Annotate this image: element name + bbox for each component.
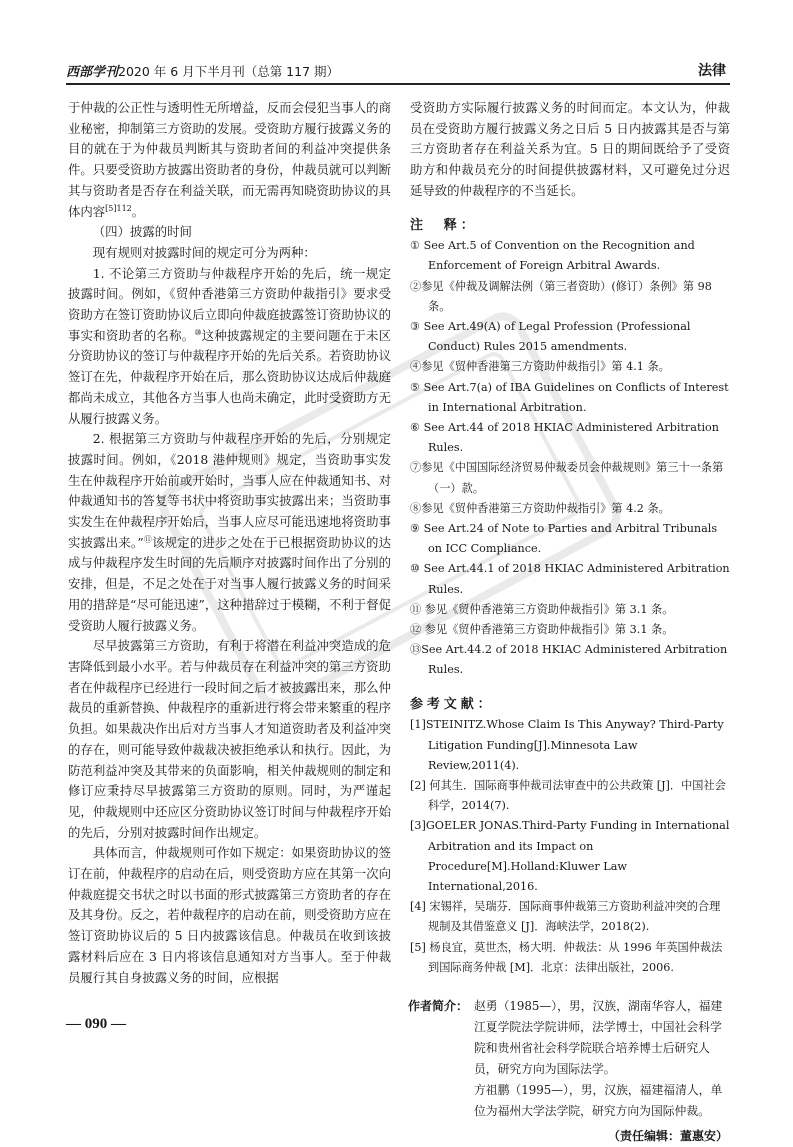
paragraph: 受资助方实际履行披露义务的时间而定。本文认为，仲裁员在受资助方履行披露义务之日后 5 日内披露其是否与第三方资助者存在利益关系为宜。5 日的期间既给予了受资助方和仲裁员充分的时间提供披露材料，又可避免过分迟延导致的仲裁程序的不当延长。 <box>410 100 730 198</box>
note-item: ④参见《贸仲香港第三方资助仲裁指引》第 4.1 条。 <box>410 360 670 374</box>
reference-item: [1]STEINITZ.Whose Claim Is This Anyway? Third-Party Litigation Funding[J].Minnesota Law Review,2011(4). <box>410 718 724 772</box>
paragraph: 2. 根据第三方资助与仲裁程序开始的先后，分别规定披露时间。例如，《2018 港仲规则》规定，当资助事实发生在仲裁程序开始前或开始时，当事人应在仲裁通知书、对仲裁通知书的答复等书状中将资助事实披露出来；当资助事实发生在仲裁程序开始后，当事人应尽可能迅速地将资助事实披露出来。”⑪该规定的进步之处在于已根据资助协议的达成与仲裁程序发生时间的先后顺序对披露时间作出了分别的安排，但是，不足之处在于对当事人履行披露义务的时间采用的措辞是“尽可能迅速”，这种措辞过于模糊，不利于督促受资助人履行披露义务。 <box>68 431 392 633</box>
reference-item: [2] 何其生．国际商事仲裁司法审查中的公共政策 [J]．中国社会科学，2014(7). <box>410 779 726 813</box>
author-label: 作者简介： <box>408 999 469 1014</box>
note-item: ⑧参见《贸仲香港第三方资助仲裁指引》第 4.2 条。 <box>410 501 670 515</box>
author-intro <box>410 996 730 1147</box>
author-text <box>474 996 730 1122</box>
left-column <box>68 98 391 988</box>
paragraph: 尽早披露第三方资助，有利于将潜在利益冲突造成的危害降低到最小水平。若与仲裁员存在利益冲突的第三方资助者在仲裁程序已经进行一段时间之后才被披露出来，那么仲裁员的重新替换、仲裁程序的重新进行将会带来繁重的程序负担。如果裁决作出后对方当事人才知道资助者及利益冲突的存在，则可能导致仲裁裁决被拒绝承认和执行。因此，为防范利益冲突及其带来的负面影响，相关仲裁规则的制定和修订应秉持尽早披露第三方资助的原则。同时，为严谨起见，仲裁规则中还应区分资助协议签订时间与仲裁程序开始的先后，分别对披露时间作出规定。 <box>68 638 391 840</box>
header-rule <box>66 83 730 85</box>
note-item: ⑬See Art.44.2 of 2018 HKIAC Administered Arbitration Rules. <box>410 643 728 677</box>
page-number: — 090 — <box>66 1016 126 1032</box>
notes-list <box>410 236 730 680</box>
note-item: ① See Art.5 of Convention on the Recognition and Enforcement of Foreign Arbitral Awards. <box>410 239 695 273</box>
editor-credit: （责任编辑：董惠安） <box>607 1129 728 1144</box>
section-label: 法律 <box>698 63 726 79</box>
paragraph: 于仲裁的公正性与透明性无所增益，反而会侵犯当事人的商业秘密，抑制第三方资助的发展。受资助方履行披露义务的目的就在于为仲裁员判断其与资助者间的利益冲突提供条件。只要受资助方披露出资助者的身份，仲裁员就可以判断其与资助者是否存在利益关联，而无需再知晓资助协议的具体内容$^{[5]112}$。 <box>68 100 391 219</box>
note-item: ⑦参见《中国国际经济贸易仲裁委员会仲裁规则》第三十一条第（一）款。 <box>410 461 724 495</box>
reference-item: [3]GOELER JONAS.Third-Party Funding in International Arbitration and its Impact on Procedure[M].Holland:Kluwer Law International,2016. <box>410 819 730 894</box>
paragraph: 1. 不论第三方资助与仲裁程序开始的先后，统一规定披露时间。例如，《贸仲香港第三方资助仲裁指引》要求受资助方在签订资助协议后立即向仲裁庭披露签订资助协议的事实和资助者的名称。⑩这种披露规定的主要问题在于未区分资助协议的签订与仲裁程序开始的先后关系。若资助协议签订在先，仲裁程序开始在后，那么资助协议达成后仲裁庭都尚未成立，其他各方当事人也尚未确定，此时受资助方无从履行披露义务。 <box>68 265 392 426</box>
right-column <box>410 98 730 1147</box>
journal-info <box>66 61 339 80</box>
paragraph: 现有规则对披露时间的规定可分为两种： <box>92 244 316 260</box>
reference-item: [4] 宋锡祥，吴瑞芬．国际商事仲裁第三方资助利益冲突的合理规制及其借鉴意义 [J]．海峡法学，2018(2). <box>410 900 721 934</box>
notes-heading: 注 释： <box>410 217 478 233</box>
author-bio: 赵勇（1985—），男，汉族，湖南华容人，福建江夏学院法学院讲师，法学博士，中国社会科学院和贵州省社会科学院联合培养博士后研究人员，研究方向为国际法学。 <box>474 999 723 1077</box>
issue-info: 2020 年 6 月下半月刊（总第 117 期） <box>118 64 340 79</box>
subsection-heading: （四）披露的时间 <box>92 224 192 240</box>
page-header <box>66 58 730 82</box>
note-item: ⑪ 参见《贸仲香港第三方资助仲裁指引》第 3.1 条。 <box>410 602 674 616</box>
journal-name: 西部学刊 <box>66 65 119 80</box>
author-bio: 方祖鹏（1995—），男，汉族，福建福清人，单位为福州大学法学院，研究方向为国际仲裁。 <box>474 1083 723 1119</box>
note-item: ⑥ See Art.44 of 2018 HKIAC Administered Arbitration Rules. <box>410 421 719 455</box>
note-item: ⑨ See Art.24 of Note to Parties and Arbitral Tribunals on ICC Compliance. <box>410 522 718 556</box>
note-item: ③ See Art.49(A) of Legal Profession (Professional Conduct) Rules 2015 amendments. <box>410 320 691 354</box>
note-item: ⑫ 参见《贸仲香港第三方资助仲裁指引》第 3.1 条。 <box>410 623 674 637</box>
note-item: ⑩ See Art.44.1 of 2018 HKIAC Administered Arbitration Rules. <box>410 562 730 596</box>
note-item: ⑤ See Art.7(a) of IBA Guidelines on Conflicts of Interest in International Arbitration. <box>410 380 729 414</box>
references-list <box>410 715 730 978</box>
references-heading: 参考文献： <box>410 696 495 712</box>
note-item: ②参见《仲裁及调解法例（第三者资助）(修订）条例》第 98 条。 <box>410 279 712 313</box>
paragraph: 具体而言，仲裁规则可作如下规定：如果资助协议的签订在前，仲裁程序的启动在后，则受资助方应在其第一次向仲裁庭提交书状之时以书面的形式披露第三方资助者的存在及其身份。反之，若仲裁程序的启动在前，则受资助方应在签订资助协议后的 5 日内披露该信息。仲裁员在收到该披露材料后应在 3 日内将该信息通知对方当事人。至于仲裁员履行其自身披露义务的时间，应根据 <box>68 845 391 985</box>
reference-item: [5] 杨良宜，莫世杰，杨大明．仲裁法：从 1996 年英国仲裁法到国际商务仲裁 [M]．北京：法律出版社，2006. <box>410 940 723 974</box>
